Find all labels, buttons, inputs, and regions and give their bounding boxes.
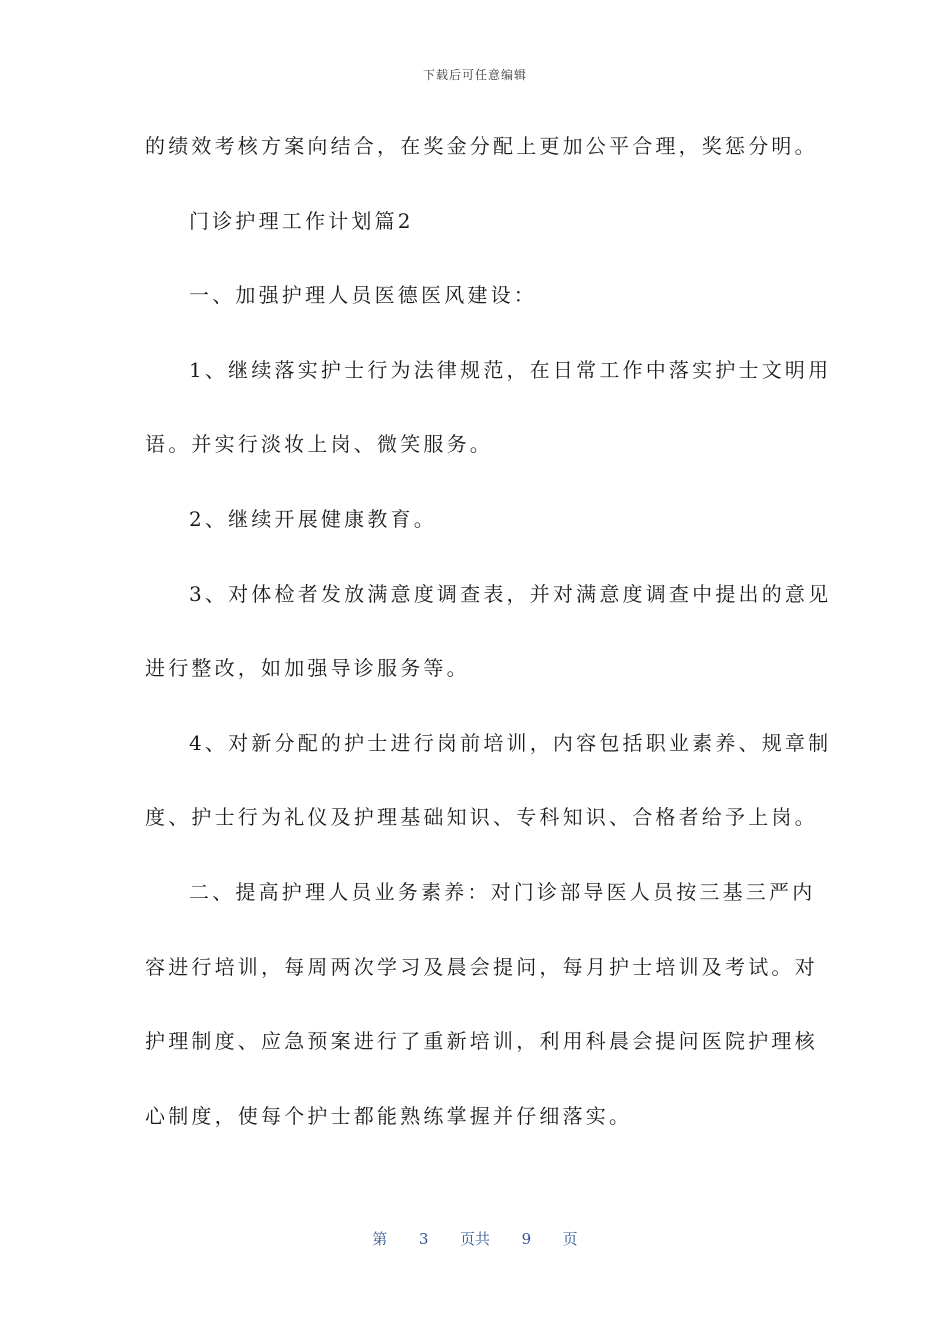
header-text: 下载后可任意编辑 bbox=[422, 68, 527, 82]
footer-prefix: 第 bbox=[372, 1230, 388, 1248]
section-heading: 二、提高护理人员业务素养：对门诊部导医人员按三基三严内 bbox=[189, 879, 816, 904]
paragraph-line: 护理制度、应急预案进行了重新培训，利用科晨会提问医院护理核 bbox=[145, 1029, 818, 1054]
section-title: 门诊护理工作计划篇2 bbox=[189, 208, 414, 233]
paragraph-line: 容进行培训，每周两次学习及晨会提问，每月护士培训及考试。对 bbox=[145, 954, 818, 979]
paragraph-line: 1、继续落实护士行为法律规范，在日常工作中落实护士文明用 bbox=[189, 357, 832, 382]
footer-total-pages: 9 bbox=[521, 1230, 532, 1248]
footer-suffix: 页 bbox=[562, 1230, 578, 1248]
paragraph-line: 心制度，使每个护士都能熟练掌握并仔细落实。 bbox=[145, 1103, 633, 1128]
footer-middle: 页共 bbox=[459, 1230, 490, 1248]
paragraph-line: 进行整改，如加强导诊服务等。 bbox=[145, 656, 470, 681]
paragraph-line: 度、护士行为礼仪及护理基础知识、专科知识、合格者给予上岗。 bbox=[145, 805, 818, 830]
section-heading: 一、加强护理人员医德医风建设： bbox=[189, 283, 537, 308]
document-body bbox=[145, 126, 832, 1170]
page-header bbox=[0, 66, 950, 83]
paragraph-line: 3、对体检者发放满意度调查表，并对满意度调查中提出的意见 bbox=[189, 581, 832, 606]
paragraph-line: 语。并实行淡妆上岗、微笑服务。 bbox=[145, 432, 493, 457]
paragraph-line: 2、继续开展健康教育。 bbox=[189, 506, 437, 531]
paragraph-line: 的绩效考核方案向结合，在奖金分配上更加公平合理，奖惩分明。 bbox=[145, 134, 818, 158]
footer-current-page: 3 bbox=[418, 1230, 429, 1248]
paragraph-line: 4、对新分配的护士进行岗前培训，内容包括职业素养、规章制 bbox=[189, 730, 832, 755]
page-footer bbox=[0, 1228, 950, 1249]
